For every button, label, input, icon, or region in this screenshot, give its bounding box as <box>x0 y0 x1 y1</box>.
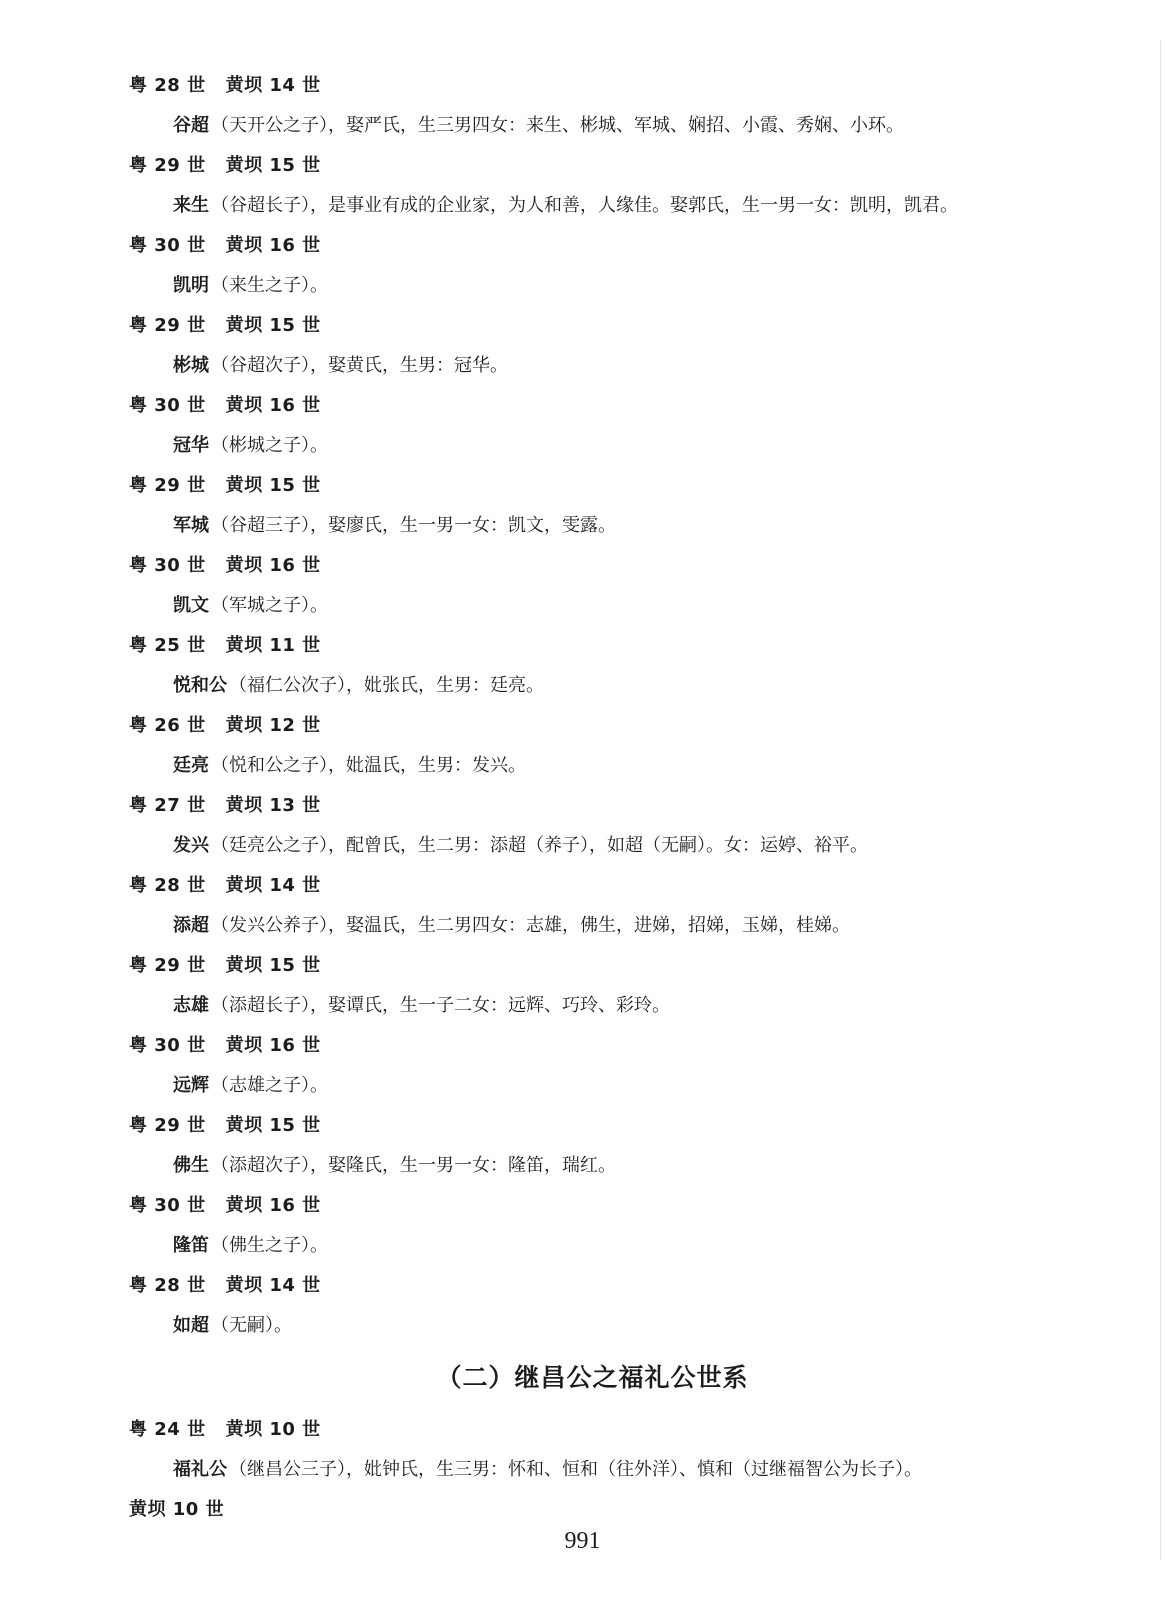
local-generation: 黄坝 10 世 <box>129 1499 225 1520</box>
person-description: （来生之子）。 <box>211 275 328 296</box>
province-generation: 粤 26 世 <box>129 715 206 736</box>
person-entry <box>0 986 1165 1026</box>
person-description: （志雄之子）。 <box>211 1075 328 1096</box>
local-generation: 黄坝 16 世 <box>225 555 321 576</box>
person-entry <box>0 426 1165 466</box>
person-entry <box>0 1306 1165 1346</box>
person-description: （彬城之子）。 <box>211 435 328 456</box>
generation-heading <box>0 1266 1165 1306</box>
local-generation: 黄坝 16 世 <box>225 235 321 256</box>
local-generation: 黄坝 15 世 <box>225 1115 321 1136</box>
province-generation: 粤 25 世 <box>129 635 206 656</box>
province-generation: 粤 29 世 <box>129 155 206 176</box>
local-generation: 黄坝 14 世 <box>225 1275 321 1296</box>
generation-heading <box>0 146 1165 186</box>
person-name: 志雄 <box>173 995 209 1016</box>
person-entry <box>0 826 1165 866</box>
entries-list <box>0 66 1165 1530</box>
person-description: （福仁公次子），妣张氏，生男：廷亮。 <box>229 675 544 696</box>
person-name: 添超 <box>173 915 209 936</box>
generation-heading <box>0 1186 1165 1226</box>
person-name: 凯明 <box>173 275 209 296</box>
province-generation: 粤 29 世 <box>129 475 206 496</box>
generation-heading-trailing <box>0 1490 1165 1530</box>
province-generation: 粤 27 世 <box>129 795 206 816</box>
person-description: （天开公之子），娶严氏，生三男四女：来生、彬城、军城、娴招、小霞、秀娴、小环。 <box>211 115 904 136</box>
local-generation: 黄坝 14 世 <box>225 75 321 96</box>
province-generation: 粤 28 世 <box>129 1275 206 1296</box>
person-description: （发兴公养子），娶温氏，生二男四女：志雄，佛生，进娣，招娣，玉娣，桂娣。 <box>211 915 850 936</box>
local-generation: 黄坝 16 世 <box>225 1195 321 1216</box>
province-generation: 粤 28 世 <box>129 875 206 896</box>
person-description: （添超次子），娶隆氏，生一男一女：隆笛，瑞红。 <box>211 1155 616 1176</box>
person-name: 彬城 <box>173 355 209 376</box>
local-generation: 黄坝 10 世 <box>225 1419 321 1440</box>
province-generation: 粤 30 世 <box>129 1035 206 1056</box>
person-description: （悦和公之子），妣温氏，生男：发兴。 <box>211 755 526 776</box>
person-entry <box>0 746 1165 786</box>
person-entry <box>0 506 1165 546</box>
local-generation: 黄坝 15 世 <box>225 155 321 176</box>
local-generation: 黄坝 16 世 <box>225 395 321 416</box>
person-description: （廷亮公之子），配曾氏，生二男：添超（养子），如超（无嗣）。女：运婷、裕平。 <box>211 835 868 856</box>
person-description: （添超长子），娶谭氏，生一子二女：远辉、巧玲、彩玲。 <box>211 995 670 1016</box>
generation-heading <box>0 1410 1165 1450</box>
person-name: 军城 <box>173 515 209 536</box>
page-number: 991 <box>564 1528 601 1554</box>
person-entry <box>0 106 1165 146</box>
section-title: （二）继昌公之福礼公世系 <box>436 1363 749 1392</box>
province-generation: 粤 29 世 <box>129 315 206 336</box>
person-name: 隆笛 <box>173 1235 209 1256</box>
person-description: （无嗣）。 <box>211 1315 292 1336</box>
generation-heading <box>0 226 1165 266</box>
person-entry <box>0 1146 1165 1186</box>
generation-heading <box>0 66 1165 106</box>
person-name: 福礼公 <box>173 1459 227 1480</box>
province-generation: 粤 28 世 <box>129 75 206 96</box>
province-generation: 粤 29 世 <box>129 1115 206 1136</box>
province-generation: 粤 24 世 <box>129 1419 206 1440</box>
local-generation: 黄坝 11 世 <box>225 635 321 656</box>
person-description: （谷超三子），娶廖氏，生一男一女：凯文，雯露。 <box>211 515 616 536</box>
generation-heading <box>0 786 1165 826</box>
person-name: 如超 <box>173 1315 209 1336</box>
province-generation: 粤 30 世 <box>129 1195 206 1216</box>
generation-heading <box>0 946 1165 986</box>
local-generation: 黄坝 15 世 <box>225 315 321 336</box>
person-description: （军城之子）。 <box>211 595 328 616</box>
person-entry <box>0 586 1165 626</box>
province-generation: 粤 29 世 <box>129 955 206 976</box>
generation-heading <box>0 386 1165 426</box>
person-description: （佛生之子）。 <box>211 1235 328 1256</box>
generation-heading <box>0 306 1165 346</box>
person-name: 远辉 <box>173 1075 209 1096</box>
province-generation: 粤 30 世 <box>129 235 206 256</box>
person-description: （谷超长子），是事业有成的企业家，为人和善，人缘佳。娶郭氏，生一男一女：凯明，凯君。 <box>211 195 958 216</box>
local-generation: 黄坝 15 世 <box>225 955 321 976</box>
local-generation: 黄坝 13 世 <box>225 795 321 816</box>
person-entry <box>0 266 1165 306</box>
person-name: 佛生 <box>173 1155 209 1176</box>
generation-heading <box>0 1106 1165 1146</box>
person-entry <box>0 666 1165 706</box>
person-entry <box>0 1226 1165 1266</box>
person-entry <box>0 1066 1165 1106</box>
person-entry <box>0 906 1165 946</box>
generation-heading <box>0 706 1165 746</box>
person-name: 冠华 <box>173 435 209 456</box>
local-generation: 黄坝 14 世 <box>225 875 321 896</box>
generation-heading <box>0 466 1165 506</box>
province-generation: 粤 30 世 <box>129 555 206 576</box>
person-name: 凯文 <box>173 595 209 616</box>
person-entry <box>0 1450 1165 1490</box>
generation-heading <box>0 866 1165 906</box>
generation-heading <box>0 546 1165 586</box>
generation-heading <box>0 1026 1165 1066</box>
person-name: 谷超 <box>173 115 209 136</box>
generation-heading <box>0 626 1165 666</box>
person-name: 廷亮 <box>173 755 209 776</box>
person-description: （谷超次子），娶黄氏，生男：冠华。 <box>211 355 508 376</box>
person-description: （继昌公三子），妣钟氏，生三男：怀和、恒和（往外洋）、慎和（过继福智公为长子）。 <box>229 1459 922 1480</box>
local-generation: 黄坝 12 世 <box>225 715 321 736</box>
person-entry <box>0 346 1165 386</box>
person-entry <box>0 186 1165 226</box>
province-generation: 粤 30 世 <box>129 395 206 416</box>
person-name: 悦和公 <box>173 675 227 696</box>
local-generation: 黄坝 16 世 <box>225 1035 321 1056</box>
local-generation: 黄坝 15 世 <box>225 475 321 496</box>
person-name: 发兴 <box>173 835 209 856</box>
person-name: 来生 <box>173 195 209 216</box>
